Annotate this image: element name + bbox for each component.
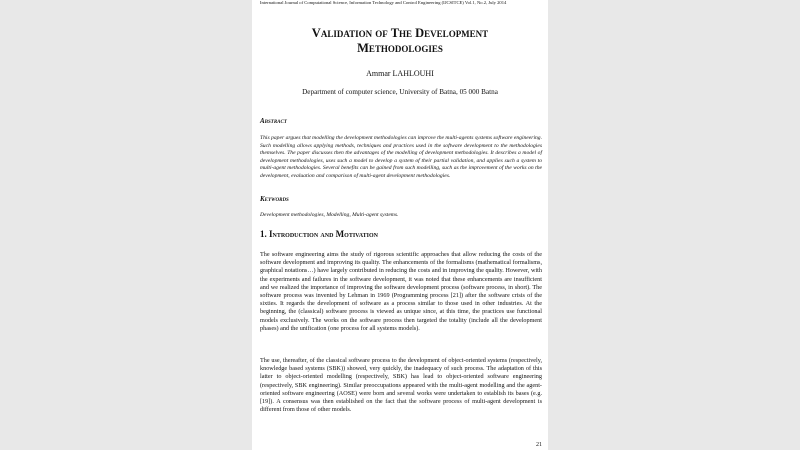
- page-number: 21: [536, 442, 542, 448]
- journal-header: International Journal of Computational Science, Information Technology and Control Engineering (IJCSITCE) Vol.1, No.2, July 2014: [260, 0, 507, 5]
- paper-title: [252, 26, 548, 56]
- keywords-text: Development methodologies, Modelling, Multi-agent systems.: [260, 212, 399, 218]
- keywords-heading: Keywords: [260, 195, 289, 203]
- author-affiliation: Department of computer science, University of Batna, 05 000 Batna: [302, 88, 498, 96]
- title-line-2: Methodologies: [357, 41, 443, 55]
- title-line-1: Validation of The Development: [311, 26, 489, 40]
- paragraph-2: The use, thereafter, of the classical software process to the development of object-oriented systems (respectively, knowledge based systems (SBK)) showed, very quickly, the inadequacy of such process. The adaptation of this latter to object-oriented modelling (respectively, SBK) has lead to object-oriented software engineering (respectively, SBK engineering). Similar preoccupations appeared with the multi-agent modelling and the agent-oriented software engineering (AOSE) were born and several works were undertaken to establish its bases (e.g. [19]). A consensus was then established on the fact that the software process of multi-agent development is different from those of other models.: [260, 357, 542, 414]
- abstract-heading: Abstract: [260, 117, 287, 125]
- abstract-text: This paper argues that modelling the development methodologies can improve the multi-agents systems software engineering. Such modelling allows applying methods, techniques and practices used in the software development to the methodologies themselves. The paper discusses then the advantages of the modelling of development methodologies. It describes a model of development methodologies, uses such a model to develop a system of their partial validation, and applies such a system to multi-agent methodologies. Several benefits can be gained from such modelling, such as the improvement of the works on the development, evaluation and comparison of multi-agent development methodologies.: [260, 135, 542, 179]
- paragraph-1: The software engineering aims the study of rigorous scientific approaches that allow reducing the costs of the software development and improving its quality. The enhancements of the formalisms (mathematical formalisms, graphical notations…) have largely contributed in reducing the costs and in improving the quality. However, with the experiments and failures in the software development, it was noted that these enhancements are insufficient and we realized the importance of improving the software development process (software process, in short). The software process was invented by Lehman in 1969 (Programming process [21]) after the software crisis of the sixties. It regards the development of software as a process similar to those used in other industries. At the beginning, the (classical) software process is viewed as unique since, at this time, the practices use functional models exclusively. The works on the software process then targeted the totality (include all the development phases) and the unification (one process for all systems models).: [260, 251, 542, 332]
- author-name: Ammar LAHLOUHI: [366, 69, 434, 78]
- paper-page: [252, 0, 548, 450]
- section-heading-introduction: 1. Introduction and Motivation: [260, 229, 378, 239]
